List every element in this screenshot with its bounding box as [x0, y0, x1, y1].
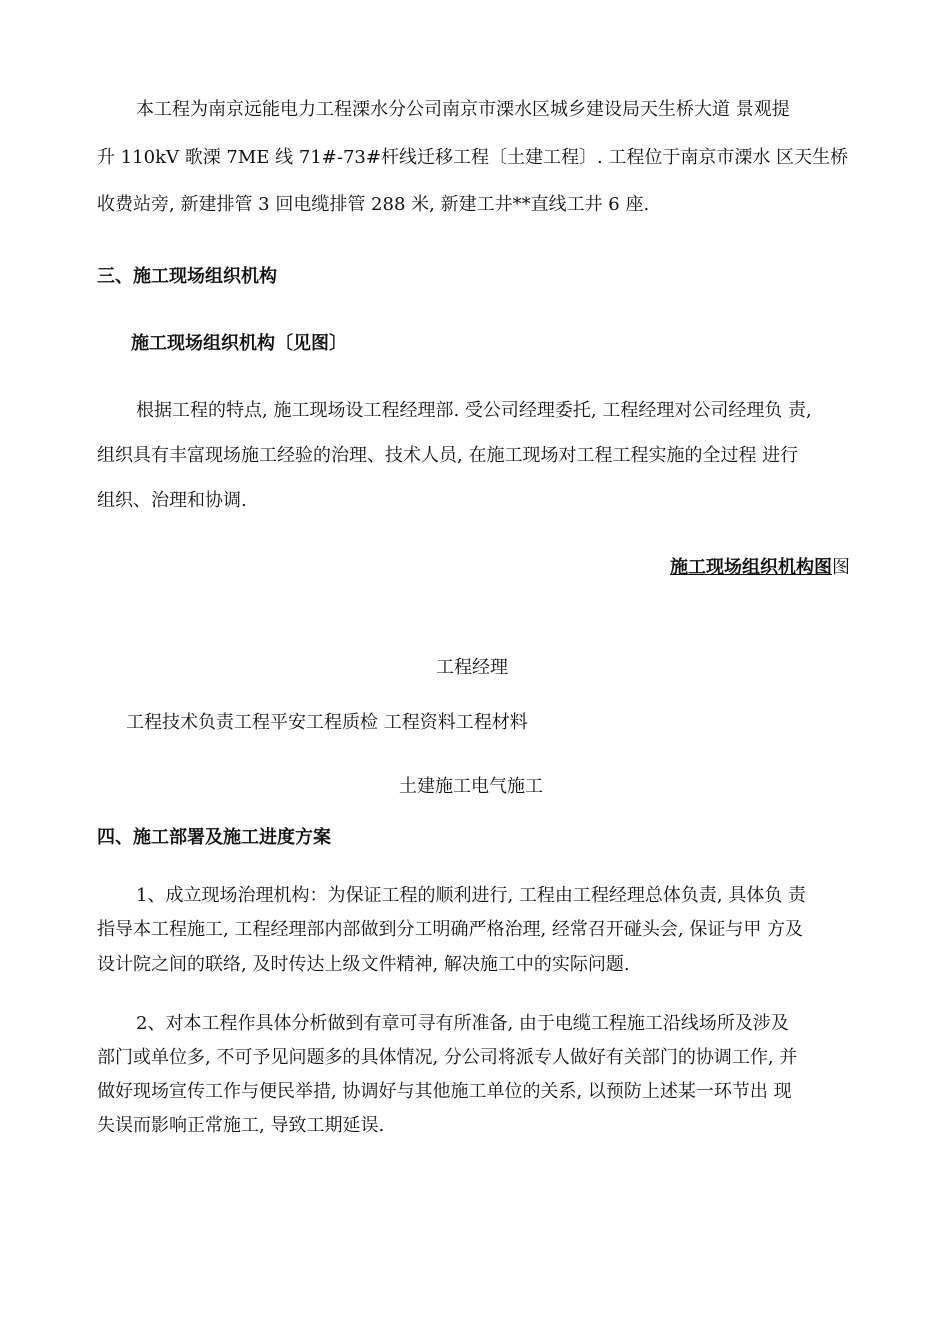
- section-4-p2-line-1: 2、对本工程作具体分析做到有章可寻有所准备, 由于电缆工程施工沿线场所及涉及: [136, 1013, 789, 1034]
- section-4-p2-line-4: 失误而影响正常施工, 导致工期延误.: [97, 1115, 385, 1136]
- section-3-para-line-2: 组织具有丰富现场施工经验的治理、技术人员, 在施工现场对工程工程实施的全过程 进行: [97, 445, 799, 466]
- org-chart-caption: [670, 556, 850, 580]
- org-chart-top: 工程经理: [436, 657, 508, 678]
- section-3-heading: 三、施工现场组织机构: [97, 266, 277, 287]
- section-3-para-line-3: 组织、治理和协调.: [97, 490, 247, 511]
- section-3-subheading: 施工现场组织机构〔见图〕: [131, 333, 347, 354]
- intro-line-2: 升 110kV 歌溧 7ME 线 71#-73#杆线迁移工程〔土建工程〕. 工程位于南京市溧水 区天生桥: [97, 147, 849, 168]
- section-4-heading: 四、施工部署及施工进度方案: [97, 827, 331, 848]
- section-4-p1-line-2: 指导本工程施工, 工程经理部内部做到分工明确严格治理, 经常召开碰头会, 保证与甲 方及: [97, 919, 804, 940]
- section-3-para-line-1: 根据工程的特点, 施工现场设工程经理部. 受公司经理委托, 工程经理对公司经理负 责,: [136, 400, 812, 421]
- org-chart-caption-suffix: 图: [832, 557, 850, 578]
- org-chart-caption-link[interactable]: 施工现场组织机构图: [670, 557, 832, 578]
- section-4-p2-line-3: 做好现场宣传工作与便民举措, 协调好与其他施工单位的关系, 以预防上述某一环节出 现: [97, 1081, 792, 1102]
- section-4-p2-line-2: 部门或单位多, 不可予见问题多的具体情况, 分公司将派专人做好有关部门的协调工作, 并: [97, 1047, 798, 1068]
- section-4-p1-line-3: 设计院之间的联络, 及时传达上级文件精神, 解决施工中的实际问题.: [97, 954, 630, 975]
- org-chart-middle: 工程技术负责工程平安工程质检 工程资料工程材料: [126, 712, 528, 733]
- section-4-p1-line-1: 1、成立现场治理机构：为保证工程的顺利进行, 工程由工程经理总体负责, 具体负 责: [136, 885, 807, 906]
- org-chart-bottom: 土建施工电气施工: [399, 776, 543, 797]
- intro-line-1: 本工程为南京远能电力工程溧水分公司南京市溧水区城乡建设局天生桥大道 景观提: [136, 99, 790, 120]
- intro-line-3: 收费站旁, 新建排管 3 回电缆排管 288 米, 新建工井**直线工井 6 座.: [97, 194, 650, 215]
